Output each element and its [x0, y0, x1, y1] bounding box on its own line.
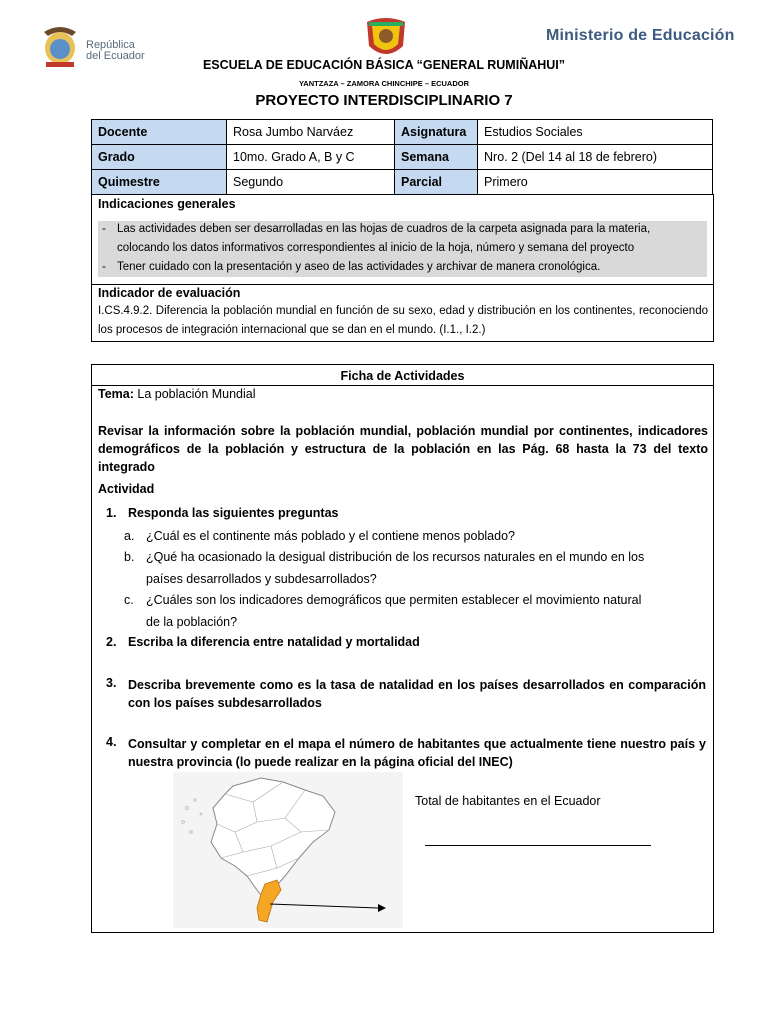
tema-line	[98, 387, 256, 401]
school-name: ESCUELA DE EDUCACIÓN BÁSICA “GENERAL RUMIÑAHUI”	[202, 58, 566, 72]
indicaciones-title: Indicaciones generales	[98, 197, 236, 211]
project-title: PROYECTO INTERDISCIPLINARIO 7	[255, 92, 513, 109]
quimestre-label: Quimestre	[92, 170, 227, 195]
q1-number: 1.	[106, 506, 117, 520]
arrow-icon	[270, 898, 386, 914]
table-row	[92, 170, 713, 195]
answer-line[interactable]	[425, 845, 651, 846]
total-habitantes-label: Total de habitantes en el Ecuador	[415, 794, 601, 808]
q4-number: 4.	[106, 735, 117, 749]
parcial-value: Primero	[478, 170, 713, 195]
table-row	[92, 145, 713, 170]
semana-label: Semana	[395, 145, 478, 170]
grado-value: 10mo. Grado A, B y C	[227, 145, 395, 170]
asignatura-value: Estudios Sociales	[478, 120, 713, 145]
qb-letter: b.	[124, 550, 135, 564]
qc-line-1: ¿Cuáles son los indicadores demográficos que permiten establecer el movimiento natural	[146, 593, 642, 607]
qb-line-1: ¿Qué ha ocasionado la desigual distribución de los recursos naturales en el mundo en los	[146, 550, 645, 564]
q1-text: Responda las siguientes preguntas	[128, 506, 339, 520]
evaluacion-title: Indicador de evaluación	[98, 286, 241, 300]
tema-label: Tema:	[98, 387, 134, 401]
docente-value: Rosa Jumbo Narváez	[227, 120, 395, 145]
q2-number: 2.	[106, 635, 117, 649]
list-item: - Tener cuidado con la presentación y aseo de las actividades y archivar de manera cronológica.	[102, 258, 706, 278]
quimestre-value: Segundo	[227, 170, 395, 195]
school-location: YANTZAZA – ZAMORA CHINCHIPE – ECUADOR	[298, 79, 469, 88]
docente-label: Docente	[92, 120, 227, 145]
qa-letter: a.	[124, 529, 135, 543]
list-item: - Las actividades deben ser desarrolladas en las hojas de cuadros de la carpeta asignada para la materia, colocando los datos informativos correspondientes al inicio de la hoja, número y semana del proyecto	[102, 220, 706, 258]
evaluacion-text: I.CS.4.9.2. Diferencia la población mundial en función de su sexo, edad y distribución en los continentes, reconociendo los procesos de integración internacional que se dan en el mundo. (I.1., I.2.)	[98, 305, 708, 336]
qa-text: ¿Cuál es el continente más poblado y el contiene menos poblado?	[146, 529, 515, 543]
actividad-heading: Actividad	[98, 482, 155, 496]
qb-line-2: países desarrollados y subdesarrollados?	[146, 571, 377, 586]
ministerio-title: Ministerio de Educación	[546, 27, 735, 44]
indicacion-1-line-1: Las actividades deben ser desarrolladas en las hojas de cuadros de la carpeta asignada para la materia,	[117, 223, 651, 235]
indicacion-2: Tener cuidado con la presentación y aseo de las actividades y archivar de manera cronológica.	[117, 261, 601, 273]
asignatura-label: Asignatura	[395, 120, 478, 145]
ficha-title: Ficha de Actividades	[92, 365, 713, 386]
qc-text	[146, 590, 706, 633]
school-crest-icon	[363, 16, 409, 62]
indicacion-1-line-2: colocando los datos informativos correspondientes al inicio de la hoja, número y semana del proyecto	[117, 241, 635, 254]
tema-value: La población Mundial	[137, 387, 256, 401]
qc-letter: c.	[124, 593, 134, 607]
q3-text: Describa brevemente como es la tasa de natalidad en los países desarrollados en comparación con los países subdesarrollados	[128, 678, 706, 710]
q2-text: Escriba la diferencia entre natalidad y mortalidad	[128, 635, 420, 649]
q3-number: 3.	[106, 676, 117, 690]
table-row	[92, 120, 713, 145]
qc-line-2: de la población?	[146, 614, 238, 629]
republica-text: República del Ecuador	[86, 39, 145, 62]
parcial-label: Parcial	[395, 170, 478, 195]
info-table	[91, 119, 713, 195]
semana-value: Nro. 2 (Del 14 al 18 de febrero)	[478, 145, 713, 170]
grado-label: Grado	[92, 145, 227, 170]
q4-text: Consultar y completar en el mapa el número de habitantes que actualmente tiene nuestro país y nuestra provincia (lo puede realizar en la página oficial del INEC)	[128, 737, 706, 769]
qb-text	[146, 547, 706, 590]
revisar-text: Revisar la información sobre la población mundial, población mundial por continentes, indicadores demográficos de la población y estructura de la población en las Pág. 68 hasta la 73 del texto integrado	[98, 424, 708, 474]
